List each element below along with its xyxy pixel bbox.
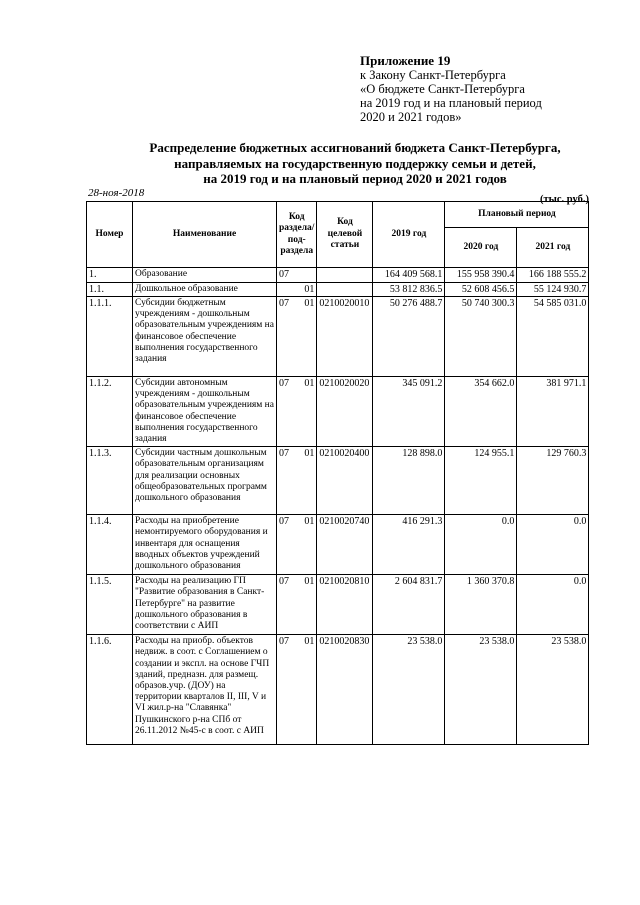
- row-article-code: 0210020400: [317, 447, 373, 515]
- row-value-2019: 2 604 831.7: [373, 575, 445, 635]
- title-line: на 2019 год и на плановый период 2020 и 2021 годов: [203, 171, 507, 186]
- row-value-2021: 55 124 930.7: [517, 282, 589, 297]
- row-value-2020: 124 955.1: [445, 447, 517, 515]
- table-row: [87, 377, 589, 447]
- row-value-2020: 0.0: [445, 515, 517, 575]
- row-name: Расходы на приобр. объектов недвиж. в соот. с Соглашением о создании и экспл. на основе ГЧП зданий, предназн. для размещ. образов.учр. (ДОУ) на территории кварталов II, III, V и VI жил.р-на "Славянка" Пушкинского р-на СПб от 26.11.2012 №45-с в соот. с АИП: [133, 635, 277, 745]
- row-article-code: 0210020810: [317, 575, 373, 635]
- section-code: 07: [279, 448, 289, 460]
- table-row: [87, 515, 589, 575]
- row-value-2021: 0.0: [517, 515, 589, 575]
- row-section-code: [277, 268, 317, 283]
- section-code: 07: [279, 516, 289, 528]
- table-row: [87, 447, 589, 515]
- units-label: (тыс. руб.): [540, 194, 589, 205]
- row-section-code: [277, 377, 317, 447]
- row-section-code: [277, 635, 317, 745]
- row-value-2019: 345 091.2: [373, 377, 445, 447]
- section-code: 07: [279, 298, 289, 309]
- row-name: Расходы на реализацию ГП "Развитие образования в Санкт-Петербурге" на развитие дошкольного образования в соответствии с АИП: [133, 575, 277, 635]
- section-code: 07: [279, 378, 289, 389]
- row-value-2019: 53 812 836.5: [373, 282, 445, 297]
- row-value-2019: 128 898.0: [373, 447, 445, 515]
- row-name: Расходы на приобретение немонтируемого оборудования и инвентаря для оснащения вводных объектов учреждений дошкольного образования: [133, 515, 277, 575]
- row-value-2019: 23 538.0: [373, 635, 445, 745]
- row-article-code: 0210020740: [317, 515, 373, 575]
- row-value-2020: 155 958 390.4: [445, 268, 517, 283]
- subsection-code: 01: [304, 576, 315, 588]
- row-name: Образование: [133, 268, 277, 283]
- subsection-code: 01: [304, 298, 315, 309]
- row-number: 1.1.6.: [87, 635, 133, 745]
- row-value-2020: 50 740 300.3: [445, 297, 517, 377]
- row-value-2019: 50 276 488.7: [373, 297, 445, 377]
- row-value-2020: 354 662.0: [445, 377, 517, 447]
- section-code: 07: [279, 269, 289, 280]
- section-code: 07: [279, 576, 289, 588]
- row-value-2021: 0.0: [517, 575, 589, 635]
- row-number: 1.1.3.: [87, 447, 133, 515]
- row-value-2020: 1 360 370.8: [445, 575, 517, 635]
- appendix-title: Приложение 19: [360, 53, 451, 68]
- header-2020: 2020 год: [445, 228, 517, 268]
- subsection-code: 01: [304, 516, 315, 528]
- row-article-code: 0210020830: [317, 635, 373, 745]
- header-name: Наименование: [133, 202, 277, 268]
- row-name: Субсидии бюджетным учреждениям - дошкольным образовательным учреждениям на финансовое обеспечение выполнения государственного задания: [133, 297, 277, 377]
- document-date: 28-ноя-2018: [88, 187, 145, 199]
- row-article-code: 0210020010: [317, 297, 373, 377]
- table-row: [87, 297, 589, 377]
- row-value-2021: 381 971.1: [517, 377, 589, 447]
- row-value-2021: 54 585 031.0: [517, 297, 589, 377]
- header-section: Код раздела/ под- раздела: [277, 202, 317, 268]
- row-article-code: [317, 268, 373, 283]
- row-value-2020: 23 538.0: [445, 635, 517, 745]
- table-row: [87, 575, 589, 635]
- appendix-block: [360, 54, 542, 124]
- row-section-code: [277, 575, 317, 635]
- appendix-line: «О бюджете Санкт-Петербурга: [360, 82, 525, 96]
- table-row: [87, 635, 589, 745]
- row-number: 1.1.2.: [87, 377, 133, 447]
- subsection-code: 01: [304, 378, 315, 389]
- header-article: Код целевой статьи: [317, 202, 373, 268]
- appendix-line: на 2019 год и на плановый период: [360, 96, 542, 110]
- document-title: [110, 140, 600, 187]
- header-2019: 2019 год: [373, 202, 445, 268]
- row-value-2020: 52 608 456.5: [445, 282, 517, 297]
- table-row: [87, 282, 589, 297]
- row-number: 1.1.5.: [87, 575, 133, 635]
- subsection-code: 01: [304, 636, 315, 648]
- row-number: 1.1.: [87, 282, 133, 297]
- header-planned: Плановый период: [445, 202, 589, 228]
- row-value-2021: 23 538.0: [517, 635, 589, 745]
- title-line: направляемых на государственную поддержку семьи и детей,: [174, 155, 536, 171]
- appendix-line: 2020 и 2021 годов»: [360, 110, 462, 124]
- subsection-code: 01: [304, 283, 315, 295]
- row-number: 1.: [87, 268, 133, 283]
- row-number: 1.1.1.: [87, 297, 133, 377]
- row-section-code: [277, 297, 317, 377]
- table-row: [87, 268, 589, 283]
- row-section-code: [277, 447, 317, 515]
- row-name: Субсидии автономным учреждениям - дошкольным образовательным учреждениям на финансовое обеспечение выполнения государственного задания: [133, 377, 277, 447]
- header-2021: 2021 год: [517, 228, 589, 268]
- budget-table: [86, 201, 589, 745]
- row-section-code: [277, 282, 317, 297]
- row-value-2019: 164 409 568.1: [373, 268, 445, 283]
- row-value-2021: 129 760.3: [517, 447, 589, 515]
- title-line: Распределение бюджетных ассигнований бюджета Санкт-Петербурга,: [149, 140, 561, 155]
- section-code: 07: [279, 636, 289, 648]
- row-value-2021: 166 188 555.2: [517, 268, 589, 283]
- header-number: Номер: [87, 202, 133, 268]
- row-article-code: [317, 282, 373, 297]
- row-name: Дошкольное образование: [133, 282, 277, 297]
- row-article-code: 0210020020: [317, 377, 373, 447]
- row-number: 1.1.4.: [87, 515, 133, 575]
- row-value-2019: 416 291.3: [373, 515, 445, 575]
- table-body: [87, 268, 589, 745]
- row-name: Субсидии частным дошкольным образовательным организациям для реализации основных общеобразовательных программ дошкольного образования: [133, 447, 277, 515]
- appendix-line: к Закону Санкт-Петербурга: [360, 68, 506, 82]
- row-section-code: [277, 515, 317, 575]
- subsection-code: 01: [304, 448, 315, 460]
